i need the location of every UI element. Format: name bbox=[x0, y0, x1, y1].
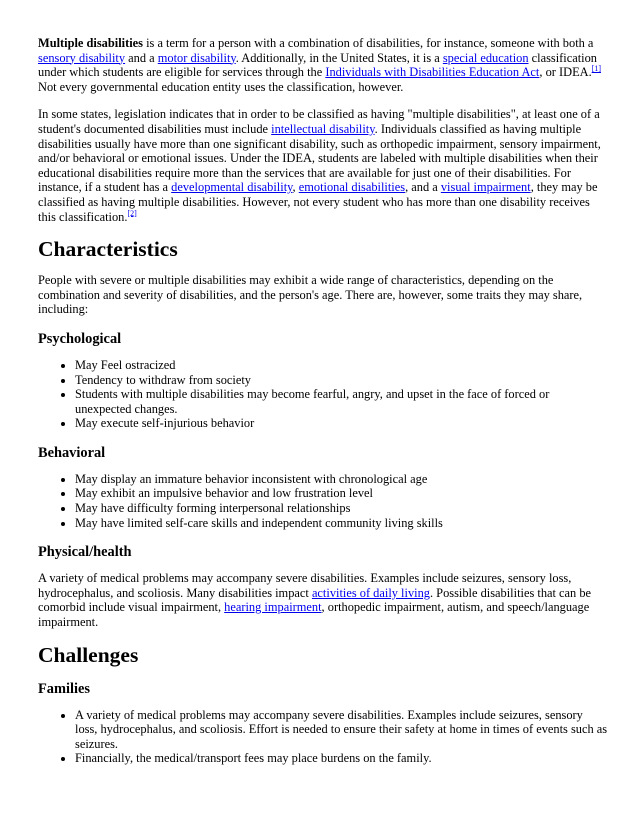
link-special-education[interactable]: special education bbox=[442, 50, 529, 65]
characteristics-intro: People with severe or multiple disabilities may exhibit a wide range of characteristics, depending on the combination and severity of disabilities, and the person's age. There are, however, some traits they may share, including: bbox=[38, 273, 583, 317]
list-item: • May display an immature behavior inconsistent with chronological age bbox=[75, 472, 608, 487]
families-list bbox=[38, 708, 608, 766]
physical-health-paragraph: A variety of medical problems may accompany severe disabilities. Examples include seizures, sensory loss, hydrocephalus, and scoliosis. Many disabilities impact activities of daily living. Possible disabilities that can be comorbid include visual impairment, hearing impairment, orthopedic impairment, autism, and speech/language impairment. bbox=[38, 571, 592, 630]
link-hearing-impairment[interactable]: hearing impairment bbox=[224, 600, 322, 615]
heading-psychological: Psychological bbox=[38, 330, 122, 347]
link-intellectual-disability[interactable]: intellectual disability bbox=[271, 121, 375, 136]
link-motor-disability[interactable]: motor disability bbox=[157, 50, 236, 65]
list-item: • May exhibit an impulsive behavior and low frustration level bbox=[75, 486, 608, 501]
intro-paragraph-1: Multiple disabilities is a term for a person with a combination of disabilities, for instance, someone with both a sensory disability and a motor disability. Additionally, in the United States, it is a special education classification under which students are eligible for services through the Individuals with Disabilities Education Act, or IDEA.[1] Not every governmental education entity uses the classification, however. bbox=[38, 36, 602, 94]
list-item: • May execute self-injurious behavior bbox=[75, 416, 608, 431]
link-activities-of-daily-living[interactable]: activities of daily living bbox=[311, 585, 430, 600]
link-visual-impairment[interactable]: visual impairment bbox=[440, 180, 531, 195]
term-multiple-disabilities: Multiple disabilities bbox=[38, 36, 143, 50]
list-item: • Students with multiple disabilities may become fearful, angry, and upset in the face of forced or unexpected changes. bbox=[75, 387, 608, 416]
psychological-list bbox=[38, 358, 608, 431]
reference-2[interactable]: [2] bbox=[127, 208, 137, 218]
list-item: • Tendency to withdraw from society bbox=[75, 373, 608, 388]
link-idea-act[interactable]: Individuals with Disabilities Education Act bbox=[325, 65, 540, 80]
link-sensory-disability[interactable]: sensory disability bbox=[38, 50, 126, 65]
heading-families: Families bbox=[38, 680, 90, 697]
list-item: • May Feel ostracized bbox=[75, 358, 608, 373]
link-developmental-disability[interactable]: developmental disability bbox=[171, 180, 293, 195]
list-item: • A variety of medical problems may accompany severe disabilities. Examples include seizures, sensory loss, hydrocephalus, and scoliosis. Effort is needed to ensure their safety at home in times of events such as seizures. bbox=[75, 708, 608, 752]
reference-1[interactable]: [1] bbox=[591, 64, 602, 74]
list-item: • May have limited self-care skills and independent community living skills bbox=[75, 516, 608, 531]
heading-characteristics: Characteristics bbox=[38, 237, 178, 262]
list-item: • Financially, the medical/transport fees may place burdens on the family. bbox=[75, 751, 608, 766]
behavioral-list bbox=[38, 472, 608, 530]
heading-challenges: Challenges bbox=[38, 642, 139, 667]
list-item: • May have difficulty forming interpersonal relationships bbox=[75, 501, 608, 516]
link-emotional-disabilities[interactable]: emotional disabilities bbox=[298, 180, 406, 195]
heading-physical-health: Physical/health bbox=[38, 544, 132, 561]
heading-behavioral: Behavioral bbox=[38, 444, 106, 461]
intro-paragraph-2: In some states, legislation indicates that in order to be classified as having "multiple disabilities", at least one of a student's documented disabilities must include intellectual disability. Individuals classified as having multiple disabilities usually have more than one significant disability, such as orthopedic impairment, sensory impairment, and/or behavioral or emotional issues. Under the IDEA, students are labeled with multiple disabilities when their educational disabilities require more than the services that are available for just one of their disabilities. For instance, if a student has a developmental disability, emotional disabilities, and a visual impairment, they may be classified as having multiple disabilities. However, not every student who has more than one disability receives this classification.[2] bbox=[38, 107, 601, 224]
